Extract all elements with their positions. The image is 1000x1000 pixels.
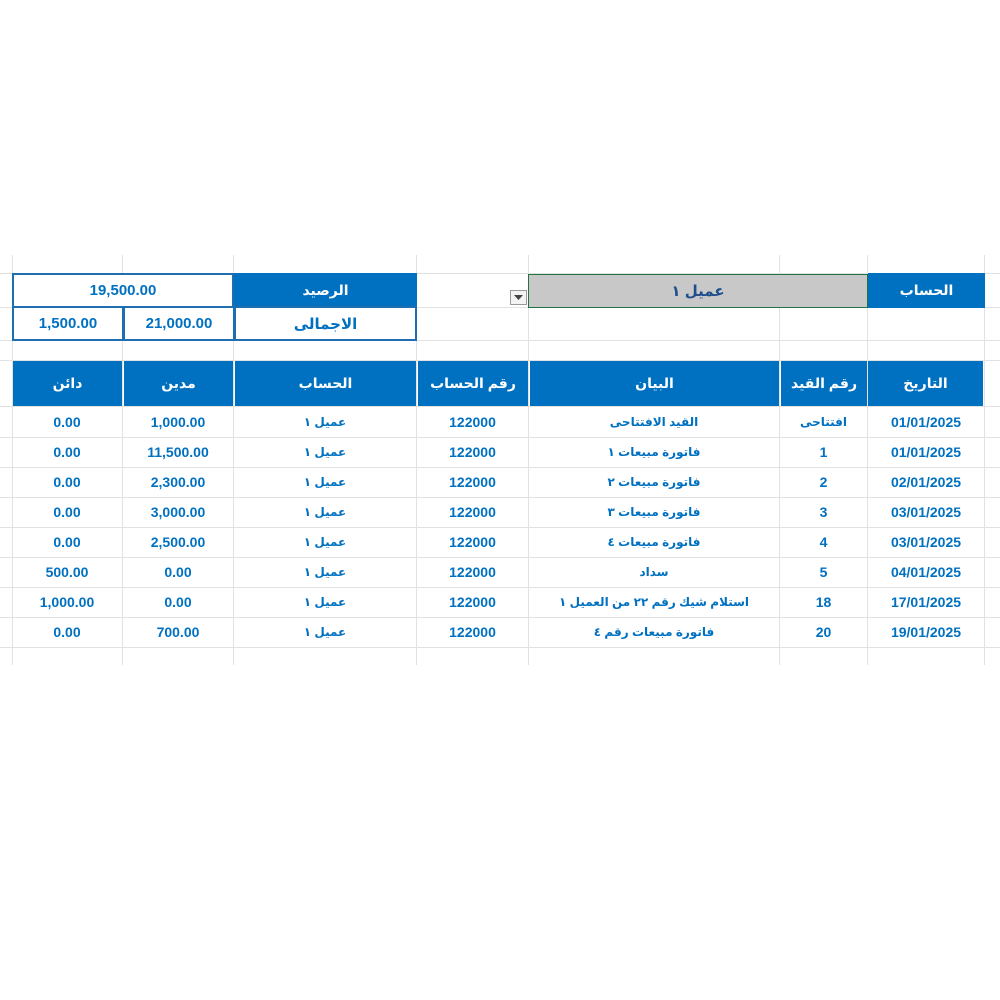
cell-debit[interactable]: 1,000.00 [150, 414, 206, 430]
cell-credit[interactable]: 1,000.00 [39, 594, 95, 610]
account-label: الحساب [868, 273, 985, 308]
header-debit[interactable]: مدين [124, 361, 233, 406]
cell-account[interactable]: عميل ١ [303, 505, 347, 519]
cell-date[interactable]: 01/01/2025 [890, 414, 962, 430]
cell-entry-no[interactable]: 3 [819, 504, 828, 520]
cell-entry-no[interactable]: افتتاحى [799, 415, 848, 429]
cell-credit[interactable]: 500.00 [45, 564, 89, 580]
chevron-down-icon [514, 295, 523, 301]
cell-entry-no[interactable]: 5 [819, 564, 828, 580]
cell-entry-no[interactable]: 4 [819, 534, 828, 550]
cell-account-no[interactable]: 122000 [449, 504, 496, 520]
cell-credit[interactable]: 0.00 [53, 444, 81, 460]
cell-account[interactable]: عميل ١ [303, 595, 347, 609]
cell-date[interactable]: 17/01/2025 [890, 594, 962, 610]
cell-description[interactable]: استلام شيك رقم ٢٢ من العميل ١ [558, 595, 750, 609]
cell-date[interactable]: 04/01/2025 [890, 564, 962, 580]
header-account[interactable]: الحساب [235, 361, 416, 406]
cell-debit[interactable]: 700.00 [156, 624, 200, 640]
cell-account-no[interactable]: 122000 [449, 594, 496, 610]
cell-credit[interactable]: 0.00 [53, 534, 81, 550]
cell-date[interactable]: 03/01/2025 [890, 504, 962, 520]
cell-date[interactable]: 02/01/2025 [890, 474, 962, 490]
cell-description[interactable]: القيد الافتتاحى [609, 415, 699, 429]
cell-account-no[interactable]: 122000 [449, 624, 496, 640]
cell-account[interactable]: عميل ١ [303, 535, 347, 549]
dropdown-button[interactable] [510, 290, 527, 305]
cell-account-no[interactable]: 122000 [449, 474, 496, 490]
total-debit[interactable]: 21,000.00 [123, 306, 235, 341]
header-entry-no[interactable]: رقم القيد [781, 361, 867, 406]
cell-debit[interactable]: 0.00 [164, 564, 192, 580]
cell-date[interactable]: 03/01/2025 [890, 534, 962, 550]
header-account-no[interactable]: رقم الحساب [418, 361, 528, 406]
cell-credit[interactable]: 0.00 [53, 414, 81, 430]
cell-description[interactable]: فاتورة مبيعات ١ [607, 445, 701, 459]
cell-description[interactable]: سداد [639, 565, 669, 579]
cell-debit[interactable]: 3,000.00 [150, 504, 206, 520]
cell-debit[interactable]: 11,500.00 [147, 444, 209, 460]
cell-description[interactable]: فاتورة مبيعات ٤ [607, 535, 701, 549]
cell-account[interactable]: عميل ١ [303, 565, 347, 579]
header-credit[interactable]: دائن [13, 361, 122, 406]
header-description[interactable]: البيان [530, 361, 779, 406]
cell-account[interactable]: عميل ١ [303, 445, 347, 459]
cell-description[interactable]: فاتورة مبيعات ٢ [607, 475, 701, 489]
cell-credit[interactable]: 0.00 [53, 624, 81, 640]
total-label: الاجمالى [234, 306, 417, 341]
cell-credit[interactable]: 0.00 [53, 474, 81, 490]
cell-account-no[interactable]: 122000 [449, 414, 496, 430]
cell-date[interactable]: 19/01/2025 [890, 624, 962, 640]
cell-account[interactable]: عميل ١ [303, 415, 347, 429]
cell-entry-no[interactable]: 2 [819, 474, 828, 490]
cell-credit[interactable]: 0.00 [53, 504, 81, 520]
cell-date[interactable]: 01/01/2025 [890, 444, 962, 460]
gridline [0, 647, 1000, 648]
total-credit[interactable]: 1,500.00 [12, 306, 124, 341]
cell-account[interactable]: عميل ١ [303, 625, 347, 639]
balance-value[interactable]: 19,500.00 [12, 273, 234, 308]
cell-debit[interactable]: 2,300.00 [150, 474, 206, 490]
cell-account-no[interactable]: 122000 [449, 444, 496, 460]
cell-debit[interactable]: 2,500.00 [150, 534, 206, 550]
cell-account-no[interactable]: 122000 [449, 564, 496, 580]
cell-debit[interactable]: 0.00 [164, 594, 192, 610]
balance-label: الرصيد [234, 273, 417, 308]
cell-account-no[interactable]: 122000 [449, 534, 496, 550]
account-select[interactable]: عميل ١ [528, 274, 868, 308]
cell-entry-no[interactable]: 18 [815, 594, 832, 610]
cell-description[interactable]: فاتورة مبيعات ٣ [607, 505, 701, 519]
header-date[interactable]: التاريخ [868, 361, 983, 406]
cell-account[interactable]: عميل ١ [303, 475, 347, 489]
gridline [984, 255, 985, 665]
cell-entry-no[interactable]: 1 [819, 444, 828, 460]
cell-entry-no[interactable]: 20 [815, 624, 832, 640]
cell-description[interactable]: فاتورة مبيعات رقم ٤ [593, 625, 715, 639]
